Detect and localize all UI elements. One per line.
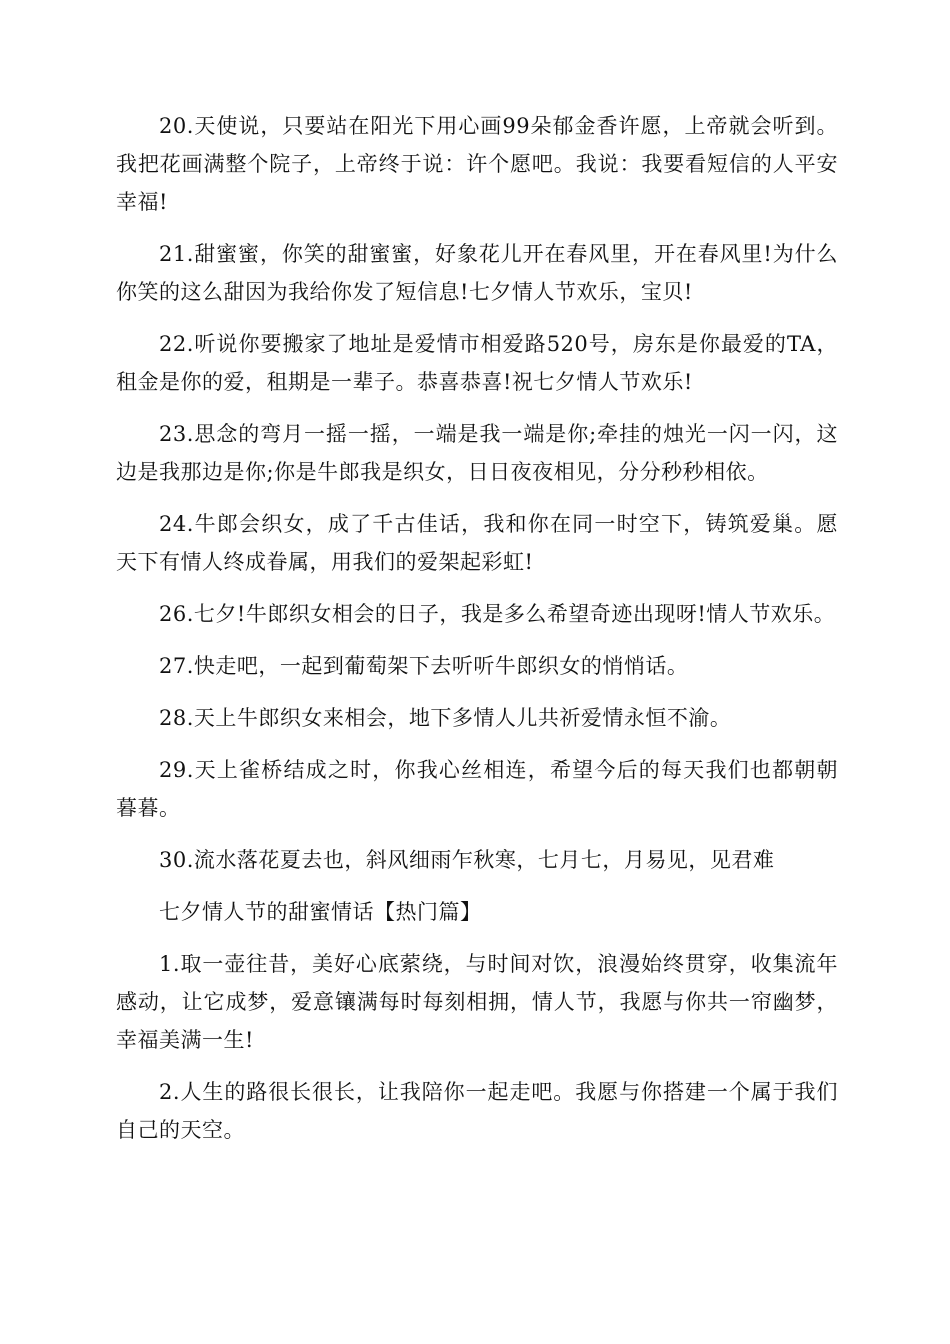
- paragraph-2: 2.人生的路很长很长，让我陪你一起走吧。我愿与你搭建一个属于我们自己的天空。: [116, 1080, 838, 1142]
- paragraph-24: 24.牛郎会织女，成了千古佳话，我和你在同一时空下，铸筑爱巢。愿天下有情人终成眷属，用我们的爱架起彩虹!: [116, 512, 838, 574]
- paragraph-30: 30.流水落花夏去也，斜风细雨乍秋寒，七月七，月易见，见君难: [159, 848, 775, 872]
- paragraph-26: 26.七夕!牛郎织女相会的日子，我是多么希望奇迹出现呀!情人节欢乐。: [159, 602, 836, 626]
- paragraph-28: 28.天上牛郎织女来相会，地下多情人儿共祈爱情永恒不渝。: [159, 706, 732, 730]
- paragraph-22: 22.听说你要搬家了地址是爱情市相爱路520号，房东是你最爱的TA，租金是你的爱，租期是一辈子。恭喜恭喜!祝七夕情人节欢乐!: [116, 332, 838, 394]
- paragraph-1: 1.取一壶往昔，美好心底萦绕，与时间对饮，浪漫始终贯穿，收集流年感动，让它成梦，爱意镶满每时每刻相拥，情人节，我愿与你共一帘幽梦，幸福美满一生!: [116, 952, 838, 1052]
- section-heading: 七夕情人节的甜蜜情话【热门篇】: [159, 900, 482, 924]
- paragraph-23: 23.思念的弯月一摇一摇，一端是我一端是你;牵挂的烛光一闪一闪，这边是我那边是你;你是牛郎我是织女，日日夜夜相见，分分秒秒相依。: [116, 422, 838, 484]
- paragraph-21: 21.甜蜜蜜，你笑的甜蜜蜜，好象花儿开在春风里，开在春风里!为什么你笑的这么甜因为我给你发了短信息!七夕情人节欢乐，宝贝!: [116, 242, 838, 304]
- paragraph-20: 20.天使说，只要站在阳光下用心画99朵郁金香许愿，上帝就会听到。我把花画满整个院子，上帝终于说：许个愿吧。我说：我要看短信的人平安幸福!: [116, 114, 838, 214]
- paragraph-29: 29.天上雀桥结成之时，你我心丝相连，希望今后的每天我们也都朝朝暮暮。: [116, 758, 838, 820]
- paragraph-27: 27.快走吧，一起到葡萄架下去听听牛郎织女的悄悄话。: [159, 654, 689, 678]
